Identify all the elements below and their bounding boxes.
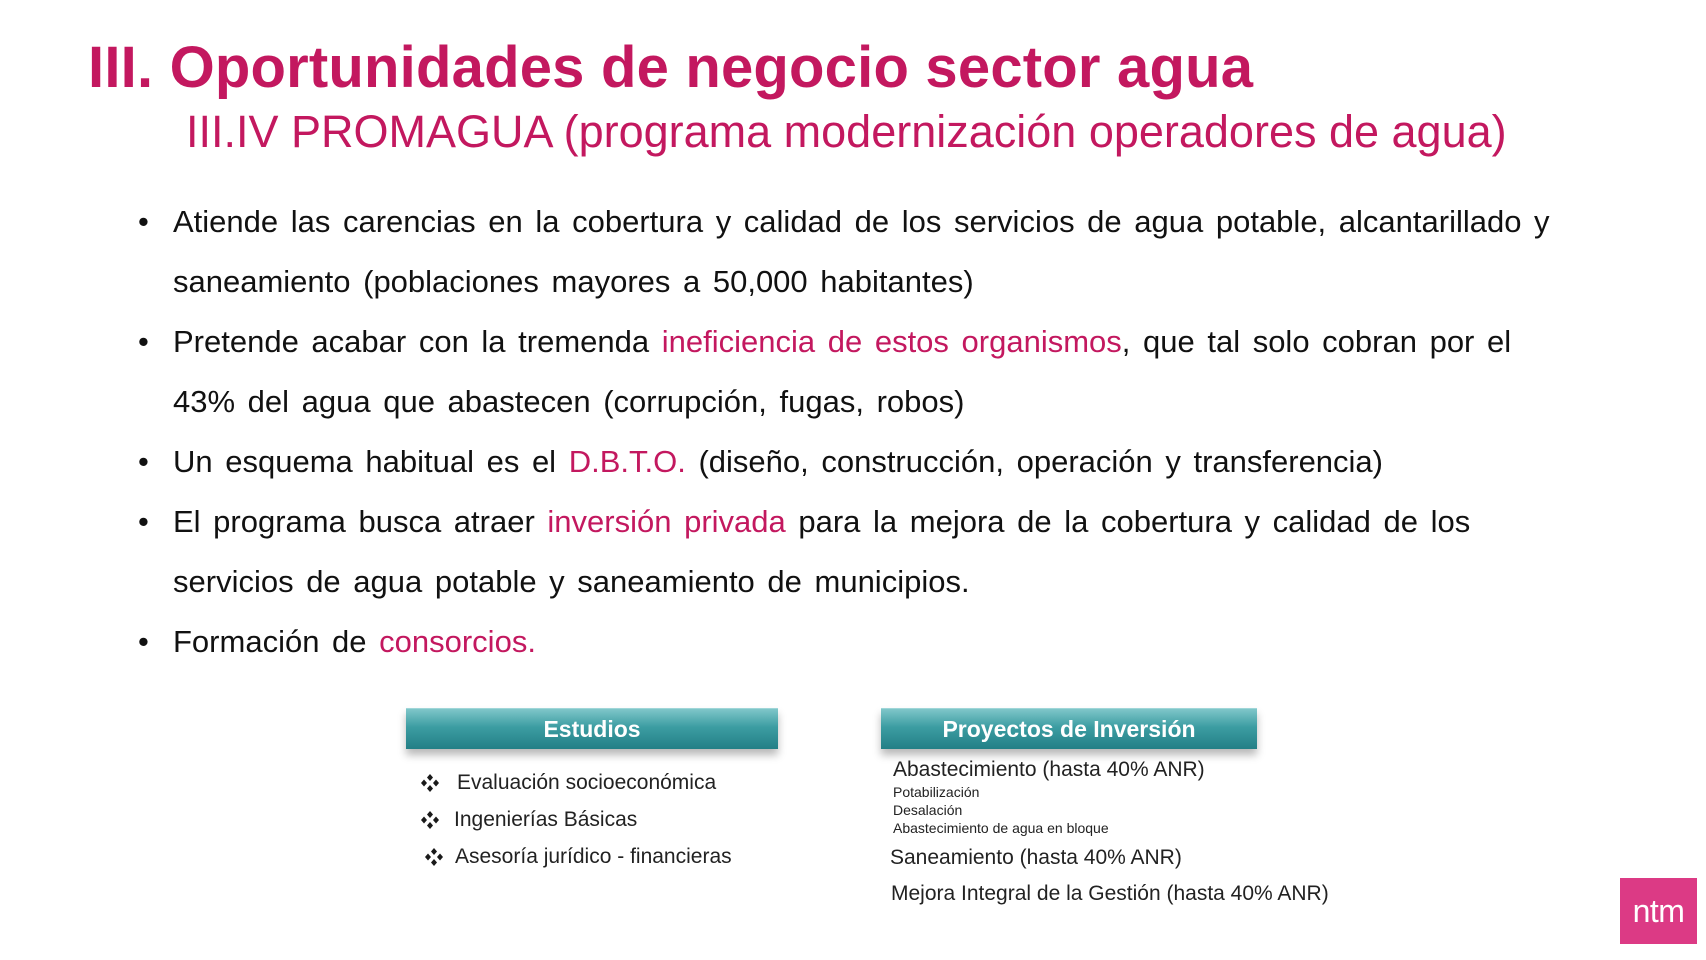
proyectos-header: Proyectos de Inversión: [881, 708, 1257, 749]
bullet-item: [138, 432, 1558, 492]
ntm-logo: ntm: [1620, 878, 1697, 944]
highlighted-text: inversión privada: [547, 504, 786, 539]
bullet-text: para la mejora de la cobertura y calidad de los servicios de agua potable y saneamiento de municipios.: [173, 504, 1471, 599]
estudios-item-label: Asesoría jurídico - financieras: [455, 845, 732, 868]
bullet-dot-icon: •: [138, 444, 149, 479]
bullet-item: [138, 312, 1558, 432]
list-item: [418, 807, 728, 844]
estudios-list: [418, 770, 732, 881]
bullet-list: [138, 192, 1558, 672]
four-diamond-icon: [418, 770, 442, 796]
sub-item: Abastecimiento de agua en bloque: [893, 820, 1109, 836]
mejora-item: Mejora Integral de la Gestión (hasta 40% ANR): [891, 882, 1329, 905]
bullet-text: (diseño, construcción, operación y transferencia): [685, 444, 1383, 479]
bullet-text: , que tal solo cobran por el 43% del agua que abastecen (corrupción, fugas, robos): [173, 324, 1512, 419]
bullet-dot-icon: •: [138, 504, 149, 539]
bullet-dot-icon: •: [138, 624, 149, 659]
bullet-text: El programa busca atraer: [173, 504, 548, 539]
proyectos-list: [890, 757, 1329, 907]
sub-item: Desalación: [893, 802, 963, 818]
bullet-item: [138, 192, 1558, 312]
bullet-text: Pretende acabar con la tremenda: [173, 324, 662, 359]
bullet-dot-icon: •: [138, 324, 149, 359]
slide-subtitle: III.IV PROMAGUA (programa modernización operadores de agua): [186, 106, 1507, 157]
bullet-text: Un esquema habitual es el: [173, 444, 569, 479]
bullet-item: [138, 612, 1558, 672]
highlighted-text: D.B.T.O.: [568, 444, 686, 479]
list-item: [422, 844, 732, 881]
bullet-dot-icon: •: [138, 204, 149, 239]
estudios-item-label: Evaluación socioeconómica: [457, 771, 717, 794]
estudios-header: Estudios: [406, 708, 778, 749]
list-item: [418, 770, 728, 807]
saneamiento-item: Saneamiento (hasta 40% ANR): [890, 846, 1182, 869]
four-diamond-icon: [422, 844, 446, 870]
bullet-item: [138, 492, 1558, 612]
highlighted-text: ineficiencia de estos organismos: [661, 324, 1122, 359]
abastecimiento-item: Abastecimiento (hasta 40% ANR): [893, 758, 1205, 781]
bullet-text: Atiende las carencias en la cobertura y calidad de los servicios de agua potable, alcantarillado y saneamiento (poblaciones mayores a 50,000 habitantes): [173, 204, 1550, 299]
slide-title: III. Oportunidades de negocio sector agua: [88, 35, 1254, 100]
sub-item: Potabilización: [893, 784, 980, 800]
four-diamond-icon: [418, 807, 442, 833]
bullet-text: Formación de: [173, 624, 380, 659]
estudios-item-label: Ingenierías Básicas: [454, 808, 638, 831]
highlighted-text: consorcios.: [379, 624, 536, 659]
